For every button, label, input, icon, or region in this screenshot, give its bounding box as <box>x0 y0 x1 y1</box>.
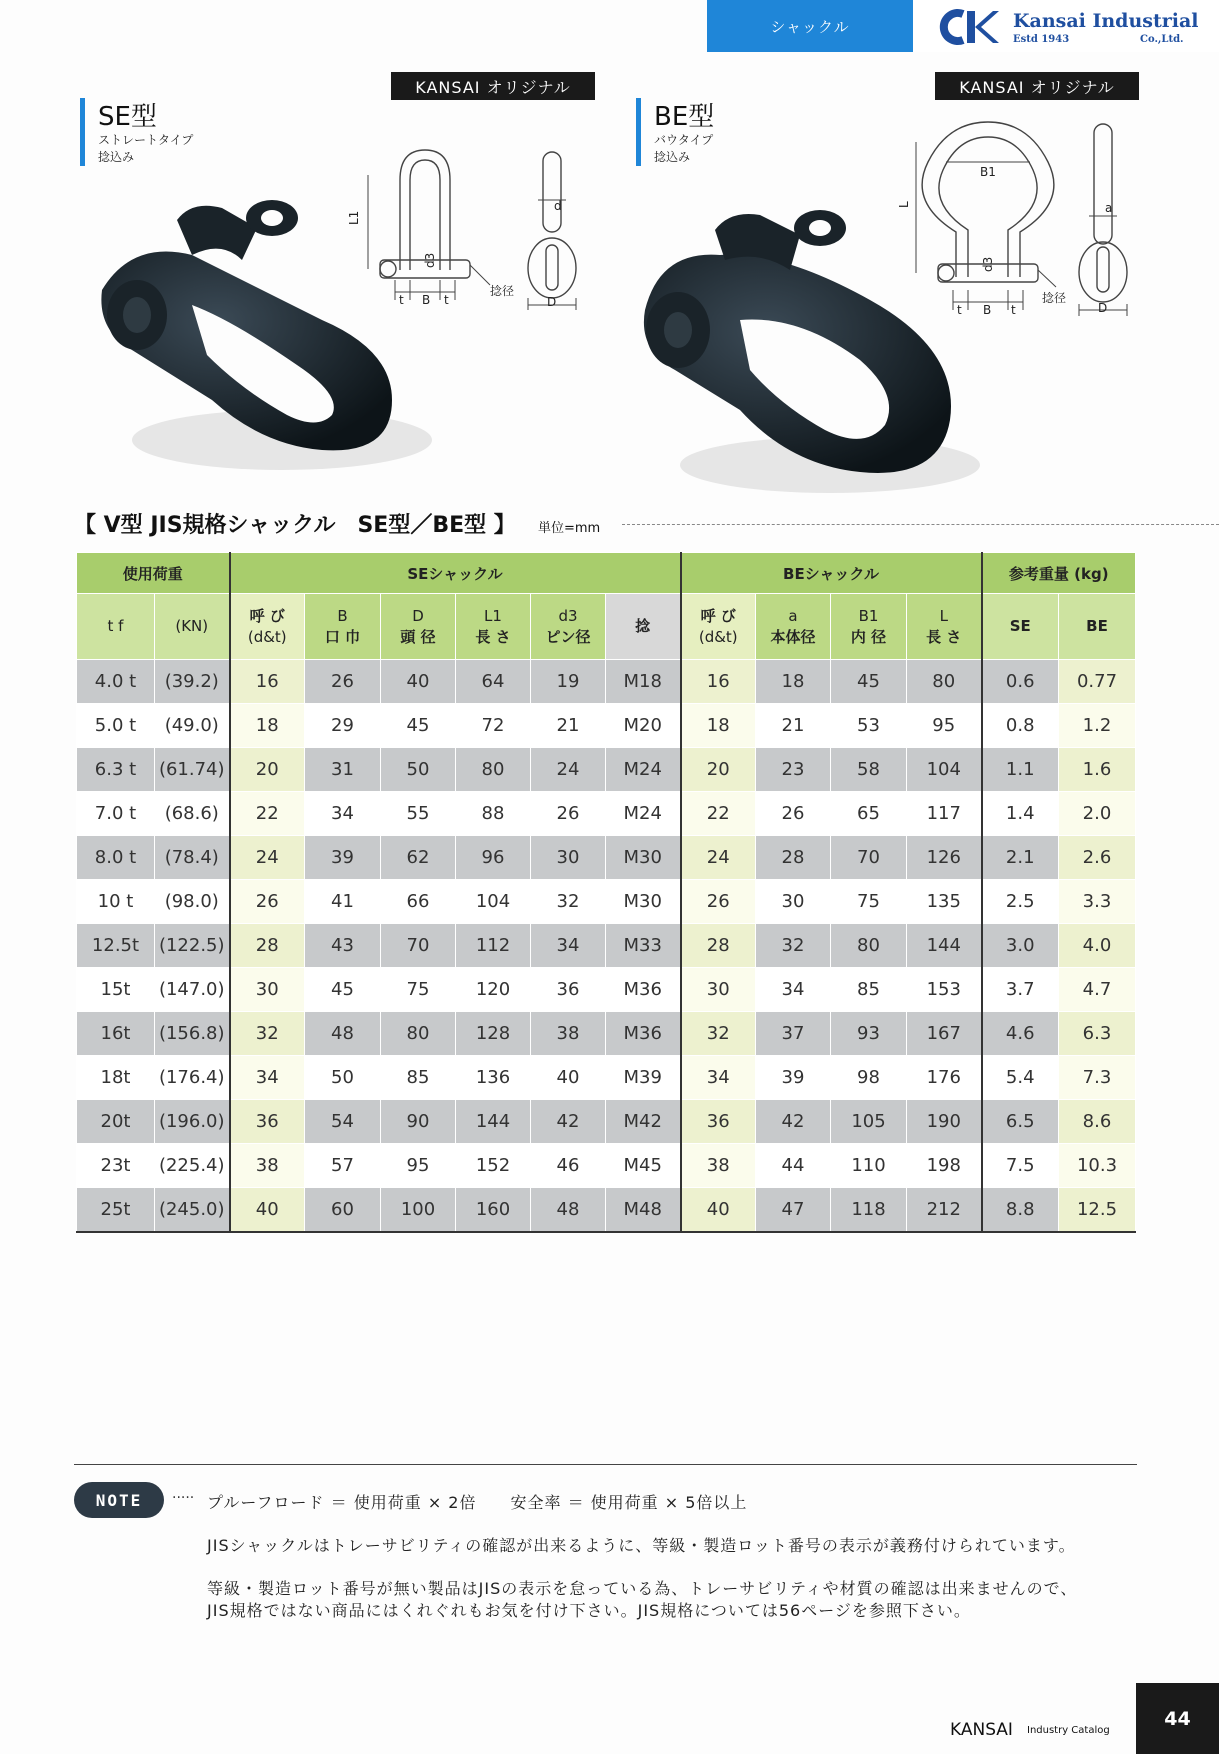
table-cell: M48 <box>606 1188 681 1233</box>
table-cell: 45 <box>381 704 456 748</box>
company-logo-icon <box>933 8 999 46</box>
be-dim-dd: D <box>1098 301 1108 315</box>
be-dim-t-left: t <box>957 303 962 317</box>
group-se: SEシャックル <box>230 553 681 594</box>
se-type-title: SE型 <box>98 102 157 132</box>
table-cell: 46 <box>531 1144 606 1188</box>
table-cell: 7.0 t <box>77 792 155 836</box>
table-cell: 39 <box>756 1056 831 1100</box>
table-cell: 34 <box>756 968 831 1012</box>
table-cell: 40 <box>531 1056 606 1100</box>
table-cell: (68.6) <box>155 792 230 836</box>
col-b <box>305 594 381 660</box>
table-cell: 95 <box>907 704 982 748</box>
table-cell: (61.74) <box>155 748 230 792</box>
table-row <box>77 792 1136 836</box>
table-cell: (176.4) <box>155 1056 230 1100</box>
col-se-yobi-2: (d&t) <box>247 627 287 646</box>
table-cell: M36 <box>606 1012 681 1056</box>
table-cell: 2.1 <box>982 836 1059 880</box>
table-cell: 34 <box>305 792 381 836</box>
table-cell: 2.5 <box>982 880 1059 924</box>
table-cell: M24 <box>606 792 681 836</box>
table-cell: (245.0) <box>155 1188 230 1233</box>
col-se-yobi-1: 呼 び <box>249 606 285 625</box>
se-dim-d: d <box>554 199 562 213</box>
table-cell: 28 <box>756 836 831 880</box>
table-cell: 120 <box>456 968 531 1012</box>
table-cell: 19 <box>531 660 606 704</box>
note-warning-1: 等級・製造ロット番号が無い製品はJISの表示を怠っている為、トレーサビリティや材質の確認は出来ませんので、 <box>207 1579 1078 1598</box>
table-cell: 47 <box>756 1188 831 1233</box>
table-cell: 117 <box>907 792 982 836</box>
table-cell: 36 <box>230 1100 305 1144</box>
table-cell: 26 <box>681 880 756 924</box>
table-cell: 80 <box>456 748 531 792</box>
table-cell: 98 <box>831 1056 907 1100</box>
table-cell: 104 <box>907 748 982 792</box>
table-cell: 7.5 <box>982 1144 1059 1188</box>
table-cell: 37 <box>756 1012 831 1056</box>
table-cell: 38 <box>531 1012 606 1056</box>
table-row <box>77 836 1136 880</box>
table-row <box>77 1012 1136 1056</box>
table-cell: 190 <box>907 1100 982 1144</box>
table-cell: 0.6 <box>982 660 1059 704</box>
table-cell: 24 <box>681 836 756 880</box>
table-cell: 160 <box>456 1188 531 1233</box>
table-cell: 4.0 <box>1059 924 1136 968</box>
table-cell: 30 <box>681 968 756 1012</box>
col-b-1: B <box>337 606 348 625</box>
col-l1-2: 長 さ <box>475 627 511 646</box>
table-cell: M30 <box>606 880 681 924</box>
footer-catalog: Industry Catalog <box>1027 1725 1110 1736</box>
table-cell: (196.0) <box>155 1100 230 1144</box>
col-d3-2: ピン径 <box>545 627 591 646</box>
table-cell: M20 <box>606 704 681 748</box>
table-row <box>77 660 1136 704</box>
table-cell: 95 <box>381 1144 456 1188</box>
table-cell: 22 <box>681 792 756 836</box>
be-dim-neji: 捻径 <box>1042 291 1067 305</box>
table-cell: 32 <box>531 880 606 924</box>
table-cell: 5.0 t <box>77 704 155 748</box>
note-badge: NOTE <box>74 1482 164 1518</box>
table-cell: 40 <box>381 660 456 704</box>
table-cell: 30 <box>531 836 606 880</box>
col-bb1-2: 内 径 <box>850 627 887 646</box>
table-cell: 50 <box>381 748 456 792</box>
be-dimension-diagram <box>888 112 1158 317</box>
group-load: 使用荷重 <box>77 553 230 594</box>
table-cell: 26 <box>305 660 381 704</box>
table-cell: 1.2 <box>1059 704 1136 748</box>
table-cell: 6.5 <box>982 1100 1059 1144</box>
table-cell: 112 <box>456 924 531 968</box>
table-cell: 60 <box>305 1188 381 1233</box>
table-cell: 58 <box>831 748 907 792</box>
note-divider <box>74 1464 1137 1465</box>
unit-label: 単位=mm <box>538 521 601 536</box>
table-cell: 0.77 <box>1059 660 1136 704</box>
be-dim-b1: B1 <box>980 165 996 179</box>
table-cell: 41 <box>305 880 381 924</box>
be-type-title: BE型 <box>654 102 715 132</box>
table-cell: 12.5t <box>77 924 155 968</box>
table-cell: 45 <box>305 968 381 1012</box>
table-row <box>77 1100 1136 1144</box>
table-row <box>77 1056 1136 1100</box>
table-cell: 80 <box>381 1012 456 1056</box>
table-cell: 16 <box>230 660 305 704</box>
table-cell: 53 <box>831 704 907 748</box>
table-cell: M42 <box>606 1100 681 1144</box>
table-cell: 32 <box>756 924 831 968</box>
table-cell: 88 <box>456 792 531 836</box>
table-row <box>77 924 1136 968</box>
table-cell: 96 <box>456 836 531 880</box>
col-l1-1: L1 <box>484 606 502 625</box>
table-cell: 3.0 <box>982 924 1059 968</box>
se-type-method: 捻込み <box>98 150 135 164</box>
table-cell: 4.6 <box>982 1012 1059 1056</box>
table-row <box>77 1144 1136 1188</box>
table-cell: 90 <box>381 1100 456 1144</box>
col-bb1-1: B1 <box>858 606 879 625</box>
table-cell: (39.2) <box>155 660 230 704</box>
table-cell: 100 <box>381 1188 456 1233</box>
se-dim-d3: d3 <box>423 252 437 268</box>
table-cell: 212 <box>907 1188 982 1233</box>
table-cell: 40 <box>681 1188 756 1233</box>
table-cell: 105 <box>831 1100 907 1144</box>
be-original-badge: KANSAI オリジナル <box>935 72 1139 100</box>
se-type-subtitle <box>98 132 193 166</box>
col-be-yobi <box>681 594 756 660</box>
table-cell: 34 <box>531 924 606 968</box>
table-cell: 23t <box>77 1144 155 1188</box>
group-weight: 参考重量 (kg) <box>982 553 1136 594</box>
table-cell: 40 <box>230 1188 305 1233</box>
brand-established: Estd 1943 <box>1013 34 1070 45</box>
table-cell: (49.0) <box>155 704 230 748</box>
table-cell: 66 <box>381 880 456 924</box>
table-cell: 144 <box>456 1100 531 1144</box>
spec-table-body <box>77 660 1136 1233</box>
table-cell: 32 <box>681 1012 756 1056</box>
table-cell: 85 <box>381 1056 456 1100</box>
table-cell: 28 <box>681 924 756 968</box>
col-l <box>907 594 982 660</box>
table-cell: 64 <box>456 660 531 704</box>
se-dim-b: B <box>422 293 431 307</box>
col-weight-se: SE <box>982 594 1059 660</box>
table-row <box>77 968 1136 1012</box>
col-kn: (KN) <box>155 594 230 660</box>
table-cell: 3.7 <box>982 968 1059 1012</box>
page-number: 44 <box>1136 1683 1219 1754</box>
col-se-yobi <box>230 594 305 660</box>
table-cell: 20t <box>77 1100 155 1144</box>
group-be: BEシャックル <box>681 553 982 594</box>
table-cell: 110 <box>831 1144 907 1188</box>
section-divider <box>622 524 1219 525</box>
table-cell: 1.4 <box>982 792 1059 836</box>
table-cell: (147.0) <box>155 968 230 1012</box>
table-cell: 34 <box>230 1056 305 1100</box>
table-cell: 25t <box>77 1188 155 1233</box>
table-cell: 135 <box>907 880 982 924</box>
col-l1 <box>456 594 531 660</box>
table-cell: 8.6 <box>1059 1100 1136 1144</box>
table-cell: 42 <box>756 1100 831 1144</box>
table-cell: 43 <box>305 924 381 968</box>
table-cell: 26 <box>531 792 606 836</box>
table-cell: 3.3 <box>1059 880 1136 924</box>
table-cell: 18t <box>77 1056 155 1100</box>
footer-brand: KANSAI <box>950 1720 1013 1740</box>
table-cell: M39 <box>606 1056 681 1100</box>
se-dim-neji: 捻径 <box>490 284 515 298</box>
table-cell: 62 <box>381 836 456 880</box>
table-cell: 34 <box>681 1056 756 1100</box>
table-cell: 8.8 <box>982 1188 1059 1233</box>
table-cell: 10.3 <box>1059 1144 1136 1188</box>
table-cell: 16t <box>77 1012 155 1056</box>
table-cell: 24 <box>230 836 305 880</box>
table-cell: (98.0) <box>155 880 230 924</box>
table-cell: 2.6 <box>1059 836 1136 880</box>
col-weight-be: BE <box>1059 594 1136 660</box>
table-cell: 57 <box>305 1144 381 1188</box>
be-dim-b: B <box>983 303 992 317</box>
col-d-2: 頭 径 <box>400 627 436 646</box>
table-cell: 0.8 <box>982 704 1059 748</box>
table-cell: 8.0 t <box>77 836 155 880</box>
table-cell: 12.5 <box>1059 1188 1136 1233</box>
table-cell: 24 <box>531 748 606 792</box>
col-b-2: 口 巾 <box>324 627 361 646</box>
table-cell: 30 <box>230 968 305 1012</box>
table-cell: 22 <box>230 792 305 836</box>
table-cell: 104 <box>456 880 531 924</box>
table-cell: 50 <box>305 1056 381 1100</box>
note-leader-dots: ····· <box>172 1490 195 1506</box>
table-cell: 32 <box>230 1012 305 1056</box>
table-row <box>77 880 1136 924</box>
se-dim-l1: L1 <box>347 210 361 225</box>
table-cell: 21 <box>531 704 606 748</box>
table-cell: 31 <box>305 748 381 792</box>
col-a-1: a <box>788 606 798 625</box>
table-cell: 167 <box>907 1012 982 1056</box>
table-cell: 75 <box>831 880 907 924</box>
table-row <box>77 748 1136 792</box>
table-cell: 18 <box>230 704 305 748</box>
table-cell: 15t <box>77 968 155 1012</box>
table-cell: 136 <box>456 1056 531 1100</box>
col-d3-1: d3 <box>558 606 578 625</box>
col-be-yobi-1: 呼 び <box>700 606 736 625</box>
table-cell: 75 <box>381 968 456 1012</box>
table-cell: 20 <box>681 748 756 792</box>
brand-company-suffix: Co.,Ltd. <box>1140 34 1184 45</box>
table-cell: 10 t <box>77 880 155 924</box>
note-traceability: JISシャックルはトレーサビリティの確認が出来るように、等級・製造ロット番号の表示が義務付けられています。 <box>207 1536 1076 1555</box>
table-cell: 2.0 <box>1059 792 1136 836</box>
se-dim-t-left: t <box>399 293 404 307</box>
table-cell: 70 <box>831 836 907 880</box>
col-be-yobi-2: (d&t) <box>698 627 738 646</box>
table-cell: 126 <box>907 836 982 880</box>
col-bb1 <box>831 594 907 660</box>
table-cell: 80 <box>831 924 907 968</box>
table-cell: 29 <box>305 704 381 748</box>
table-cell: 7.3 <box>1059 1056 1136 1100</box>
table-cell: 4.0 t <box>77 660 155 704</box>
be-dim-t-right: t <box>1011 303 1016 317</box>
table-cell: 23 <box>756 748 831 792</box>
table-cell: 144 <box>907 924 982 968</box>
table-cell: 38 <box>681 1144 756 1188</box>
col-d3 <box>531 594 606 660</box>
section-title: 【 V型 JIS規格シャックル SE型／BE型 】 <box>74 513 516 538</box>
brand-name: Kansai Industrial <box>1013 10 1199 32</box>
note-proof-load: プルーフロード ＝ 使用荷重 × 2倍 安全率 ＝ 使用荷重 × 5倍以上 <box>207 1493 748 1512</box>
col-l-1: L <box>939 606 948 625</box>
be-type-subtitle <box>654 132 713 166</box>
col-neji: 捻 <box>606 594 681 660</box>
table-cell: 16 <box>681 660 756 704</box>
se-dim-dd: D <box>547 295 557 309</box>
se-dim-t-right: t <box>444 293 449 307</box>
table-cell: M30 <box>606 836 681 880</box>
se-original-badge: KANSAI オリジナル <box>391 72 595 100</box>
table-cell: 1.6 <box>1059 748 1136 792</box>
table-cell: 21 <box>756 704 831 748</box>
table-cell: 45 <box>831 660 907 704</box>
table-cell: 152 <box>456 1144 531 1188</box>
be-accent-bar <box>636 98 641 166</box>
col-l-2: 長 さ <box>926 627 962 646</box>
table-cell: 1.1 <box>982 748 1059 792</box>
table-cell: 18 <box>681 704 756 748</box>
table-cell: 42 <box>531 1100 606 1144</box>
table-cell: (122.5) <box>155 924 230 968</box>
table-cell: (225.4) <box>155 1144 230 1188</box>
table-cell: 153 <box>907 968 982 1012</box>
table-cell: M24 <box>606 748 681 792</box>
table-cell: 128 <box>456 1012 531 1056</box>
table-row <box>77 1188 1136 1233</box>
table-cell: 39 <box>305 836 381 880</box>
table-cell: M45 <box>606 1144 681 1188</box>
table-cell: 65 <box>831 792 907 836</box>
table-cell: M36 <box>606 968 681 1012</box>
table-cell: 30 <box>756 880 831 924</box>
table-cell: 85 <box>831 968 907 1012</box>
table-cell: 36 <box>531 968 606 1012</box>
table-cell: 28 <box>230 924 305 968</box>
col-a <box>756 594 831 660</box>
be-dim-l: L <box>897 201 911 208</box>
se-accent-bar <box>80 98 85 166</box>
table-cell: 80 <box>907 660 982 704</box>
table-cell: 26 <box>230 880 305 924</box>
table-cell: 198 <box>907 1144 982 1188</box>
table-cell: 54 <box>305 1100 381 1144</box>
table-cell: 38 <box>230 1144 305 1188</box>
table-cell: 70 <box>381 924 456 968</box>
table-cell: 44 <box>756 1144 831 1188</box>
be-dim-d3: d3 <box>981 256 995 272</box>
table-cell: (156.8) <box>155 1012 230 1056</box>
se-dimension-diagram <box>340 140 590 310</box>
table-cell: 72 <box>456 704 531 748</box>
table-cell: 118 <box>831 1188 907 1233</box>
table-cell: M18 <box>606 660 681 704</box>
se-type-desc: ストレートタイプ <box>98 133 194 147</box>
category-tab: シャックル <box>707 0 913 52</box>
table-cell: 36 <box>681 1100 756 1144</box>
table-row <box>77 704 1136 748</box>
table-cell: 48 <box>531 1188 606 1233</box>
table-cell: 26 <box>756 792 831 836</box>
table-cell: 48 <box>305 1012 381 1056</box>
table-cell: 55 <box>381 792 456 836</box>
be-dim-a: a <box>1105 201 1113 215</box>
table-cell: 18 <box>756 660 831 704</box>
table-cell: 6.3 t <box>77 748 155 792</box>
table-cell: (78.4) <box>155 836 230 880</box>
table-cell: 176 <box>907 1056 982 1100</box>
table-cell: 20 <box>230 748 305 792</box>
col-a-2: 本体径 <box>770 627 816 646</box>
col-tf: t f <box>77 594 155 660</box>
be-type-desc: バウタイプ <box>654 133 714 147</box>
be-type-method: 捻込み <box>654 150 691 164</box>
table-cell: 4.7 <box>1059 968 1136 1012</box>
col-d <box>381 594 456 660</box>
col-d-1: D <box>412 606 424 625</box>
table-cell: 6.3 <box>1059 1012 1136 1056</box>
spec-table <box>76 552 1136 1233</box>
table-cell: 5.4 <box>982 1056 1059 1100</box>
table-cell: M33 <box>606 924 681 968</box>
note-warning-2: JIS規格ではない商品にはくれぐれもお気を付け下さい。JIS規格については56ページを参照下さい。 <box>207 1601 971 1620</box>
table-cell: 93 <box>831 1012 907 1056</box>
